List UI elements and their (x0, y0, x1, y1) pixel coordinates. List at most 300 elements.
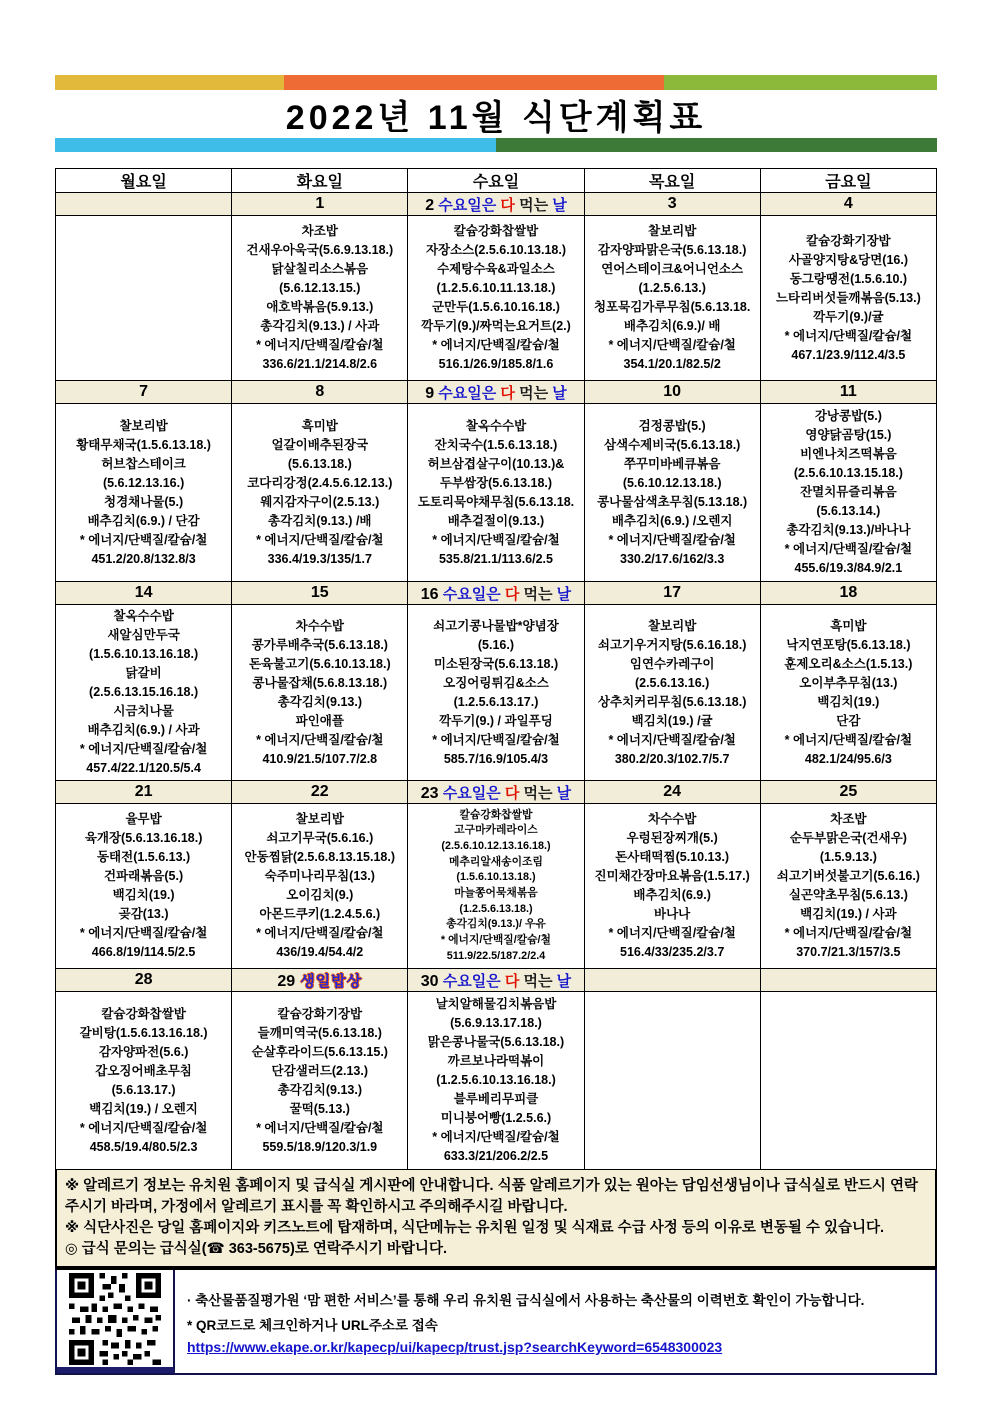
menu-line: 콩나물삼색초무침(5.13.18.) (597, 494, 748, 509)
menu-cell-day-10 (584, 404, 760, 582)
menu-cell-day-4 (760, 216, 936, 381)
menu-line: 허브찹스테이크 (101, 456, 186, 471)
day-number: 14 (134, 584, 153, 601)
week-1-menu-row (56, 216, 937, 381)
menu-line: 율무밥 (125, 812, 162, 826)
day-header-11 (760, 381, 936, 404)
menu-line: 바나나 (654, 907, 691, 921)
meal-calendar-table (55, 168, 937, 1170)
menu-line: 삼색수제비국(5.6.13.18.) (603, 437, 741, 452)
menu-line: 총각김치(9.13.) / 사과 (260, 319, 380, 333)
menu-cell-empty (584, 992, 760, 1170)
menu-line: 곶감(13.) (118, 907, 169, 921)
menu-line: 배추김치(6.9.) / 사과 (87, 723, 200, 737)
menu-cell-day-22 (232, 804, 408, 969)
menu-line: 수제탕수육&과일소스 (437, 262, 555, 276)
menu-line: 황태무채국(1.5.6.13.18.) (76, 437, 211, 452)
menu-line: 총각김치(9.13.) /배 (268, 513, 372, 528)
menu-line: 감자양파맑은국(5.6.13.18.) (597, 243, 747, 257)
day-header-15 (232, 582, 408, 605)
menu-line: (5.6.13.14.) (816, 504, 881, 518)
top-bar-yellow-segment (55, 75, 284, 90)
note-line-2: ※ 식단사진은 당일 홈페이지와 키즈노트에 탑재하며, 식단메뉴는 유치원 일정 및 식재료 수급 사정 등의 이유로 변동될 수 있습니다. (65, 1220, 884, 1237)
menu-line: 잔치국수(1.5.6.13.18.) (434, 437, 558, 452)
menu-line: 칼슘강화찹쌀밥 (453, 224, 539, 238)
wednesday-special-label: 수요일은 (438, 784, 501, 802)
menu-line: * 에너지/단백질/칼슘/철 (440, 933, 551, 946)
day-number: 16 (420, 585, 439, 603)
week-5-menu-row (56, 992, 937, 1170)
menu-cell-day-14 (56, 605, 232, 781)
bottom-bar-darkgreen-segment (496, 138, 937, 152)
menu-line: 차조밥 (830, 812, 867, 826)
menu-cell-day-11 (760, 404, 936, 582)
menu-line: 차수수밥 (648, 812, 697, 826)
wednesday-special-label: 수요일은 (438, 585, 501, 603)
menu-cell-day-7 (56, 404, 232, 582)
menu-cell-day-2 (408, 216, 584, 381)
menu-line: (1.5.6.10.13.18.) (456, 871, 536, 884)
wednesday-special-label: 먹는 (519, 972, 553, 990)
menu-line: 미소된장국(5.6.13.18.) (433, 656, 559, 671)
menu-line: 오이김치(9.) (286, 888, 354, 902)
top-color-bar (55, 75, 937, 90)
wednesday-special-label: 먹는 (519, 784, 553, 802)
menu-line: 날치알해물김치볶음밥 (435, 997, 557, 1011)
menu-line: 배추김치(6.9.)/ 배 (623, 319, 721, 333)
menu-line: 457.4/22.1/120.5/5.4 (86, 761, 201, 775)
menu-line: * 에너지/단백질/칼슘/철 (608, 532, 736, 547)
wednesday-special-label: 먹는 (514, 384, 549, 402)
menu-line: 낙지연포탕(5.6.13.18.) (786, 637, 911, 652)
menu-line: 칼슘강화찹쌀밥 (459, 808, 533, 821)
menu-line: 배추김치(6.9.) /오렌지 (611, 513, 733, 528)
menu-line: 총각김치(9.13.) (277, 694, 362, 709)
menu-line: 흑미밥 (301, 418, 338, 433)
menu-line: * 에너지/단백질/칼슘/철 (79, 926, 208, 940)
menu-cell-day-21 (56, 804, 232, 969)
menu-line: * 에너지/단백질/칼슘/철 (784, 542, 913, 556)
wednesday-special-label: 수요일은 (434, 384, 497, 402)
menu-line: 배추김치(6.9.) / 단감 (87, 513, 200, 528)
menu-line: 쭈꾸미바베큐볶음 (623, 456, 721, 471)
day-number: 24 (663, 783, 682, 800)
day-number: 18 (839, 584, 858, 601)
wednesday-special-label: 먹는 (519, 585, 553, 603)
qr-code-cell (57, 1270, 175, 1373)
menu-line: 깍두기(9.)/짜먹는요거트(2.) (421, 319, 571, 333)
menu-line: 건새우아욱국(5.6.9.13.18.) (246, 243, 394, 257)
menu-cell-day-24 (584, 804, 760, 969)
menu-line: 건파래볶음(5.) (104, 869, 184, 883)
menu-line: * 에너지/단백질/칼슘/철 (432, 732, 560, 747)
day-number: 3 (667, 195, 677, 212)
menu-cell-day-30 (408, 992, 584, 1170)
day-number: 28 (134, 971, 153, 988)
top-bar-green-segment (664, 75, 937, 90)
menu-line: 총각김치(9.13.)/바나나 (786, 523, 911, 537)
menu-line: 백김치(19.) / 오렌지 (89, 1101, 198, 1116)
menu-line: * 에너지/단백질/칼슘/철 (608, 926, 736, 940)
menu-line: 찰보리밥 (119, 418, 168, 433)
menu-line: 쇠고기무국(5.6.16.) (266, 831, 374, 845)
week-4-menu-row (56, 804, 937, 969)
menu-line: 꿀떡(5.13.) (289, 1101, 350, 1116)
menu-line: (5.6.13.18.) (287, 456, 352, 471)
menu-line: 청포묵김가루무침(5.6.13.18. (593, 300, 751, 314)
day-header-2 (408, 193, 584, 216)
menu-line: 466.8/19/114.5/2.5 (91, 945, 196, 959)
day-header-25 (760, 781, 936, 804)
menu-line: 사골양지탕&당면(16.) (788, 252, 908, 267)
weekday-header-3: 수요일 (408, 169, 584, 193)
day-number: 25 (839, 783, 858, 800)
menu-line: 얼갈이배추된장국 (271, 437, 369, 452)
menu-line: 까르보나라떡볶이 (447, 1054, 545, 1068)
livestock-trace-link[interactable]: https://www.ekape.or.kr/kapecp/ui/kapecp/trust.jsp?searchKeyword=6548300023 (187, 1338, 723, 1355)
menu-line: 오징어링튀김&소스 (443, 675, 549, 690)
menu-line: 상추치커리무침(5.6.13.18.) (597, 694, 747, 709)
menu-line: 458.5/19.4/80.5/2.3 (89, 1139, 198, 1154)
menu-line: (1.5.9.13.) (819, 850, 877, 864)
menu-cell-empty (760, 992, 936, 1170)
menu-line: 찰보리밥 (648, 618, 697, 633)
menu-line: 배추김치(6.9.) (633, 888, 711, 902)
day-header-1 (232, 193, 408, 216)
menu-line: (5.6.12.13.16.) (102, 475, 185, 490)
menu-line: 차조밥 (301, 224, 338, 238)
menu-line: 330.2/17.6/162/3.3 (620, 551, 725, 566)
menu-line: (5.6.12.13.15.) (279, 281, 361, 295)
wednesday-special-label: 날 (548, 384, 567, 402)
menu-line: 511.9/22.5/187.2/2.4 (446, 949, 546, 962)
week-2-day-header-row (56, 381, 937, 404)
weekday-header-5: 금요일 (760, 169, 936, 193)
menu-line: 닭살칠리소스볶음 (271, 262, 369, 276)
menu-line: * 에너지/단백질/칼슘/철 (784, 732, 913, 747)
day-number: 10 (663, 383, 682, 400)
day-number: 22 (310, 783, 329, 800)
wednesday-special-label: 수요일은 (434, 196, 497, 214)
menu-cell-day-15 (232, 605, 408, 781)
week-3-day-header-row (56, 582, 937, 605)
menu-line: 516.4/33/235.2/3.7 (620, 945, 725, 959)
menu-line: 블루베리무피클 (453, 1092, 539, 1106)
menu-line: 자장소스(2.5.6.10.13.18.) (425, 243, 566, 257)
menu-line: 쇠고기우거지탕(5.6.16.18.) (597, 637, 747, 652)
menu-line: (5.6.10.12.13.18.) (622, 475, 722, 490)
menu-line: 동태전(1.5.6.13.) (96, 850, 191, 864)
day-header-10 (584, 381, 760, 404)
menu-line: (2.5.6.13.16.) (634, 675, 710, 690)
menu-line: 482.1/24/95.6/3 (804, 751, 892, 766)
bottom-color-bar (55, 138, 937, 152)
wednesday-special-label: 먹는 (514, 196, 549, 214)
menu-line: 갑오징어배초무침 (95, 1063, 192, 1078)
weekday-header-2: 화요일 (232, 169, 408, 193)
wednesday-special-label: 날 (552, 784, 572, 802)
top-bar-orange-segment (284, 75, 663, 90)
note-line-3: ◎ 급식 문의는 급식실(☎ 363-5675)로 연락주시기 바랍니다. (65, 1241, 447, 1258)
menu-line: * 에너지/단백질/칼슘/철 (784, 328, 913, 343)
note-line-1: ※ 알레르기 정보는 유치원 홈페이지 및 급식실 게시판에 안내합니다. 식품 알레르기가 있는 원아는 담임선생님이나 급식실로 반드시 연락주시기 바라며, 가정에서 알레르기 표시를 꼭 확인하시고 주의해주시길 바랍니다. (65, 1178, 918, 1216)
wednesday-special-label: 날 (552, 585, 572, 603)
wednesday-special-label: 다 (500, 585, 520, 603)
menu-cell-day-16 (408, 605, 584, 781)
menu-cell-day-29 (232, 992, 408, 1170)
menu-line: (5.6.9.13.17.18.) (450, 1016, 542, 1030)
menu-line: 336.4/19.3/135/1.7 (267, 551, 372, 566)
menu-line: 총각김치(9.13.) (277, 1082, 362, 1097)
menu-line: 안동찜닭(2.5.6.8.13.15.18.) (244, 850, 396, 864)
day-header-18 (760, 582, 936, 605)
menu-line: (2.5.6.13.15.16.18.) (89, 685, 199, 699)
livestock-info-line1: · 축산물품질평가원 ‘맘 편한 서비스’를 통해 우리 유치원 급식실에서 사용하는 축산물의 이력번호 확인이 가능합니다. (187, 1292, 865, 1308)
menu-cell-day-18 (760, 605, 936, 781)
menu-line: * 에너지/단백질/칼슘/철 (432, 338, 560, 352)
livestock-info-line2: * QR코드로 체크인하거나 URL주소로 접속 (187, 1317, 438, 1333)
menu-line: * 에너지/단백질/칼슘/철 (432, 1130, 560, 1144)
menu-line: * 에너지/단백질/칼슘/철 (256, 1120, 384, 1135)
menu-line: 순두부맑은국(건새우) (789, 831, 907, 845)
menu-line: 흑미밥 (830, 618, 867, 633)
menu-cell-day-3 (584, 216, 760, 381)
menu-line: (1.2.5.6.13.18.) (459, 902, 533, 915)
menu-line: 두부쌈장(5.6.13.18.) (439, 475, 553, 490)
day-header-7 (56, 381, 232, 404)
menu-line: 오이부추무침(13.) (799, 675, 898, 690)
menu-cell-day-8 (232, 404, 408, 582)
menu-line: * 에너지/단백질/칼슘/철 (784, 926, 913, 940)
menu-line: 찰옥수수밥 (113, 609, 174, 623)
week-5-day-header-row (56, 969, 937, 992)
menu-line: 467.1/23.9/112.4/3.5 (791, 347, 906, 362)
menu-line: 메추리알새송이조림 (449, 855, 543, 868)
menu-line: 감자양파전(5.6.) (98, 1044, 189, 1059)
menu-cell-day-23 (408, 804, 584, 969)
day-number: 4 (843, 195, 853, 212)
menu-line: 535.8/21.1/113.6/2.5 (438, 551, 553, 566)
menu-line: 찰보리밥 (648, 224, 697, 238)
menu-line: (2.5.6.10.13.15.18.) (793, 466, 903, 480)
menu-line: 백김치(19.) /귤 (631, 713, 713, 728)
menu-line: 차수수밥 (295, 618, 344, 633)
day-number: 1 (315, 195, 325, 212)
menu-line: 585.7/16.9/105.4/3 (443, 751, 549, 766)
day-number: 9 (425, 384, 435, 402)
menu-cell-day-25 (760, 804, 936, 969)
weekday-header-row (56, 169, 937, 193)
menu-cell-day-1 (232, 216, 408, 381)
menu-line: 칼슘강화기장밥 (806, 233, 891, 248)
day-header-21 (56, 781, 232, 804)
menu-line: 찰옥수수밥 (465, 418, 527, 433)
allergy-notes-box (55, 1170, 937, 1268)
page-title: 2022년 11월 식단계획표 (285, 98, 707, 137)
menu-line: 마늘쫑어묵채볶음 (454, 887, 538, 899)
menu-line: 훈제오리&소스(1.5.13.) (784, 656, 913, 671)
menu-cell-empty (56, 216, 232, 381)
menu-line: * 에너지/단백질/칼슘/철 (256, 338, 384, 352)
menu-line: * 에너지/단백질/칼슘/철 (608, 338, 736, 352)
menu-line: (5.16.) (477, 637, 515, 652)
menu-line: * 에너지/단백질/칼슘/철 (256, 926, 384, 940)
menu-line: 배추겉절이(9.13.) (447, 513, 545, 528)
menu-line: 354.1/20.1/82.5/2 (623, 357, 721, 371)
menu-line: * 에너지/단백질/칼슘/철 (256, 732, 384, 747)
day-header-16 (408, 582, 584, 605)
menu-line: (1.5.6.10.13.16.18.) (89, 647, 199, 661)
day-header-9 (408, 381, 584, 404)
day-number: 15 (310, 584, 329, 601)
menu-line: 코다리강정(2.4.5.6.12.13.) (247, 475, 393, 490)
menu-line: 336.6/21.1/214.8/2.6 (262, 357, 378, 371)
day-number: 11 (839, 383, 857, 400)
day-header-8 (232, 381, 408, 404)
day-number: 30 (420, 972, 439, 990)
day-number: 23 (420, 784, 439, 802)
menu-line: 비엔나치즈떡볶음 (800, 447, 897, 461)
menu-line: 애호박볶음(5.9.13.) (266, 300, 374, 314)
menu-line: 깍두기(9.) / 과일푸딩 (439, 713, 553, 728)
menu-line: * 에너지/단백질/칼슘/철 (256, 532, 384, 547)
menu-line: 633.3/21/206.2/2.5 (443, 1149, 549, 1163)
menu-line: 총각김치(9.13.)/ 우유 (446, 918, 546, 931)
menu-line: 깍두기(9.)/귤 (813, 309, 884, 324)
menu-line: * 에너지/단백질/칼슘/철 (79, 742, 208, 756)
menu-line: (2.5.6.10.12.13.16.18.) (441, 840, 551, 853)
menu-line: 콩나물잡채(5.6.8.13.18.) (252, 675, 388, 690)
menu-line: 닭갈비 (125, 666, 162, 680)
bottom-bar-blue-segment (55, 138, 496, 152)
menu-line: 516.1/26.9/185.8/1.6 (438, 357, 554, 371)
menu-line: 실곤약초무침(5.6.13.) (788, 888, 908, 902)
menu-line: 순살후라이드(5.6.13.15.) (251, 1044, 388, 1059)
menu-line: 돈육불고기(5.6.10.13.18.) (248, 656, 391, 671)
menu-line: 임연수카레구이 (629, 656, 715, 671)
day-header-empty (56, 193, 232, 216)
day-header-29 (232, 969, 408, 992)
menu-line: 콩가루배추국(5.6.13.18.) (251, 637, 388, 652)
day-header-22 (232, 781, 408, 804)
menu-line: 연어스테이크&어니언소스 (601, 262, 744, 276)
menu-line: 559.5/18.9/120.3/1.9 (262, 1139, 378, 1154)
menu-line: 찰보리밥 (295, 812, 344, 826)
menu-line: * 에너지/단백질/칼슘/철 (79, 1120, 208, 1135)
menu-line: 백김치(19.) (817, 694, 880, 709)
menu-line: 영양닭곰탕(15.) (805, 428, 892, 442)
qr-code-icon (69, 1273, 161, 1365)
menu-cell-day-28 (56, 992, 232, 1170)
wednesday-special-label: 수요일은 (438, 972, 501, 990)
menu-line: 우렁된장찌개(5.) (626, 831, 718, 845)
menu-line: 시금치나물 (113, 704, 174, 718)
day-number: 21 (134, 783, 153, 800)
menu-line: 허브삼겹살구이(10.13.)& (427, 456, 565, 471)
menu-line: * 에너지/단백질/칼슘/철 (608, 732, 736, 747)
menu-line: 단감샐러드(2.13.) (271, 1063, 369, 1078)
menu-line: 군만두(1.5.6.10.16.18.) (431, 300, 560, 314)
menu-line: 새알심만두국 (107, 628, 180, 642)
day-number: 29 (277, 972, 296, 990)
week-4-day-header-row (56, 781, 937, 804)
menu-line: (5.6.13.17.) (111, 1082, 176, 1097)
menu-line: 갈비탕(1.5.6.13.16.18.) (79, 1025, 208, 1040)
menu-line: 백김치(19.) / 사과 (800, 907, 897, 921)
day-header-23 (408, 781, 584, 804)
wednesday-special-label: 날 (552, 972, 572, 990)
menu-line: 숙주미나리무침(13.) (264, 869, 375, 883)
day-header-24 (584, 781, 760, 804)
menu-line: 436/19.4/54.4/2 (276, 945, 364, 959)
menu-line: 단감 (836, 713, 861, 728)
menu-line: 파인애플 (295, 713, 344, 728)
day-number: 17 (663, 584, 682, 601)
menu-line: 느타리버섯들깨볶음(5.13.) (775, 290, 921, 305)
day-header-14 (56, 582, 232, 605)
livestock-trace-box (55, 1268, 937, 1375)
menu-line: 아몬드쿠키(1.2.4.5.6.) (259, 907, 381, 921)
day-header-3 (584, 193, 760, 216)
wednesday-special-label: 다 (496, 196, 515, 214)
menu-line: 미니붕어빵(1.2.5.6.) (440, 1111, 552, 1125)
menu-line: 백김치(19.) (112, 888, 175, 902)
week-3-menu-row (56, 605, 937, 781)
day-header-empty (584, 969, 760, 992)
menu-line: 들깨미역국(5.6.13.18.) (257, 1025, 382, 1040)
menu-line: (1.2.5.6.13.) (638, 281, 706, 295)
menu-line: 451.2/20.8/132.8/3 (91, 551, 196, 566)
menu-line: 돈사태떡찜(5.10.13.) (615, 850, 730, 864)
menu-line: 쇠고기콩나물밥*양념장 (433, 618, 559, 633)
menu-line: 380.2/20.3/102.7/5.7 (614, 751, 730, 766)
day-number: 2 (425, 196, 435, 214)
day-header-empty (760, 969, 936, 992)
menu-line: (1.2.5.6.13.17.) (453, 694, 539, 709)
wednesday-special-label: 다 (500, 972, 520, 990)
weekday-header-4: 목요일 (584, 169, 760, 193)
menu-line: 칼슘강화기장밥 (277, 1006, 363, 1021)
menu-line: 고구마카레라이스 (454, 824, 538, 837)
menu-line: 455.6/19.3/84.9/2.1 (794, 561, 903, 575)
menu-line: 검정콩밥(5.) (638, 418, 706, 433)
menu-cell-day-17 (584, 605, 760, 781)
menu-line: * 에너지/단백질/칼슘/철 (432, 532, 560, 547)
weekday-header-1: 월요일 (56, 169, 232, 193)
menu-line: (1.2.5.6.10.13.16.18.) (436, 1073, 556, 1087)
menu-line: 진미채간장마요볶음(1.5.17.) (594, 869, 750, 883)
day-header-4 (760, 193, 936, 216)
menu-line: 동그랑땡전(1.5.6.10.) (789, 271, 908, 286)
menu-line: 웨지감자구이(2.5.13.) (260, 494, 380, 509)
menu-line: 쇠고기버섯불고기(5.6.16.) (776, 869, 920, 883)
day-number: 7 (139, 383, 149, 400)
birthday-meal-label: 생일밥상 (295, 972, 363, 990)
menu-cell-day-9 (408, 404, 584, 582)
wednesday-special-label: 날 (548, 196, 567, 214)
menu-line: 강낭콩밥(5.) (814, 409, 882, 423)
menu-line: * 에너지/단백질/칼슘/철 (79, 532, 208, 547)
week-1-day-header-row (56, 193, 937, 216)
menu-line: 잔멸치뮤즐리볶음 (800, 485, 897, 499)
day-number: 8 (315, 383, 325, 400)
menu-line: 청경채나물(5.) (104, 494, 184, 509)
week-2-menu-row (56, 404, 937, 582)
menu-line: 육개장(5.6.13.16.18.) (84, 831, 203, 845)
menu-line: 370.7/21.3/157/3.5 (796, 945, 901, 959)
menu-line: 칼슘강화찹쌀밥 (101, 1006, 186, 1021)
menu-line: 도토리묵야채무침(5.6.13.18. (417, 494, 575, 509)
